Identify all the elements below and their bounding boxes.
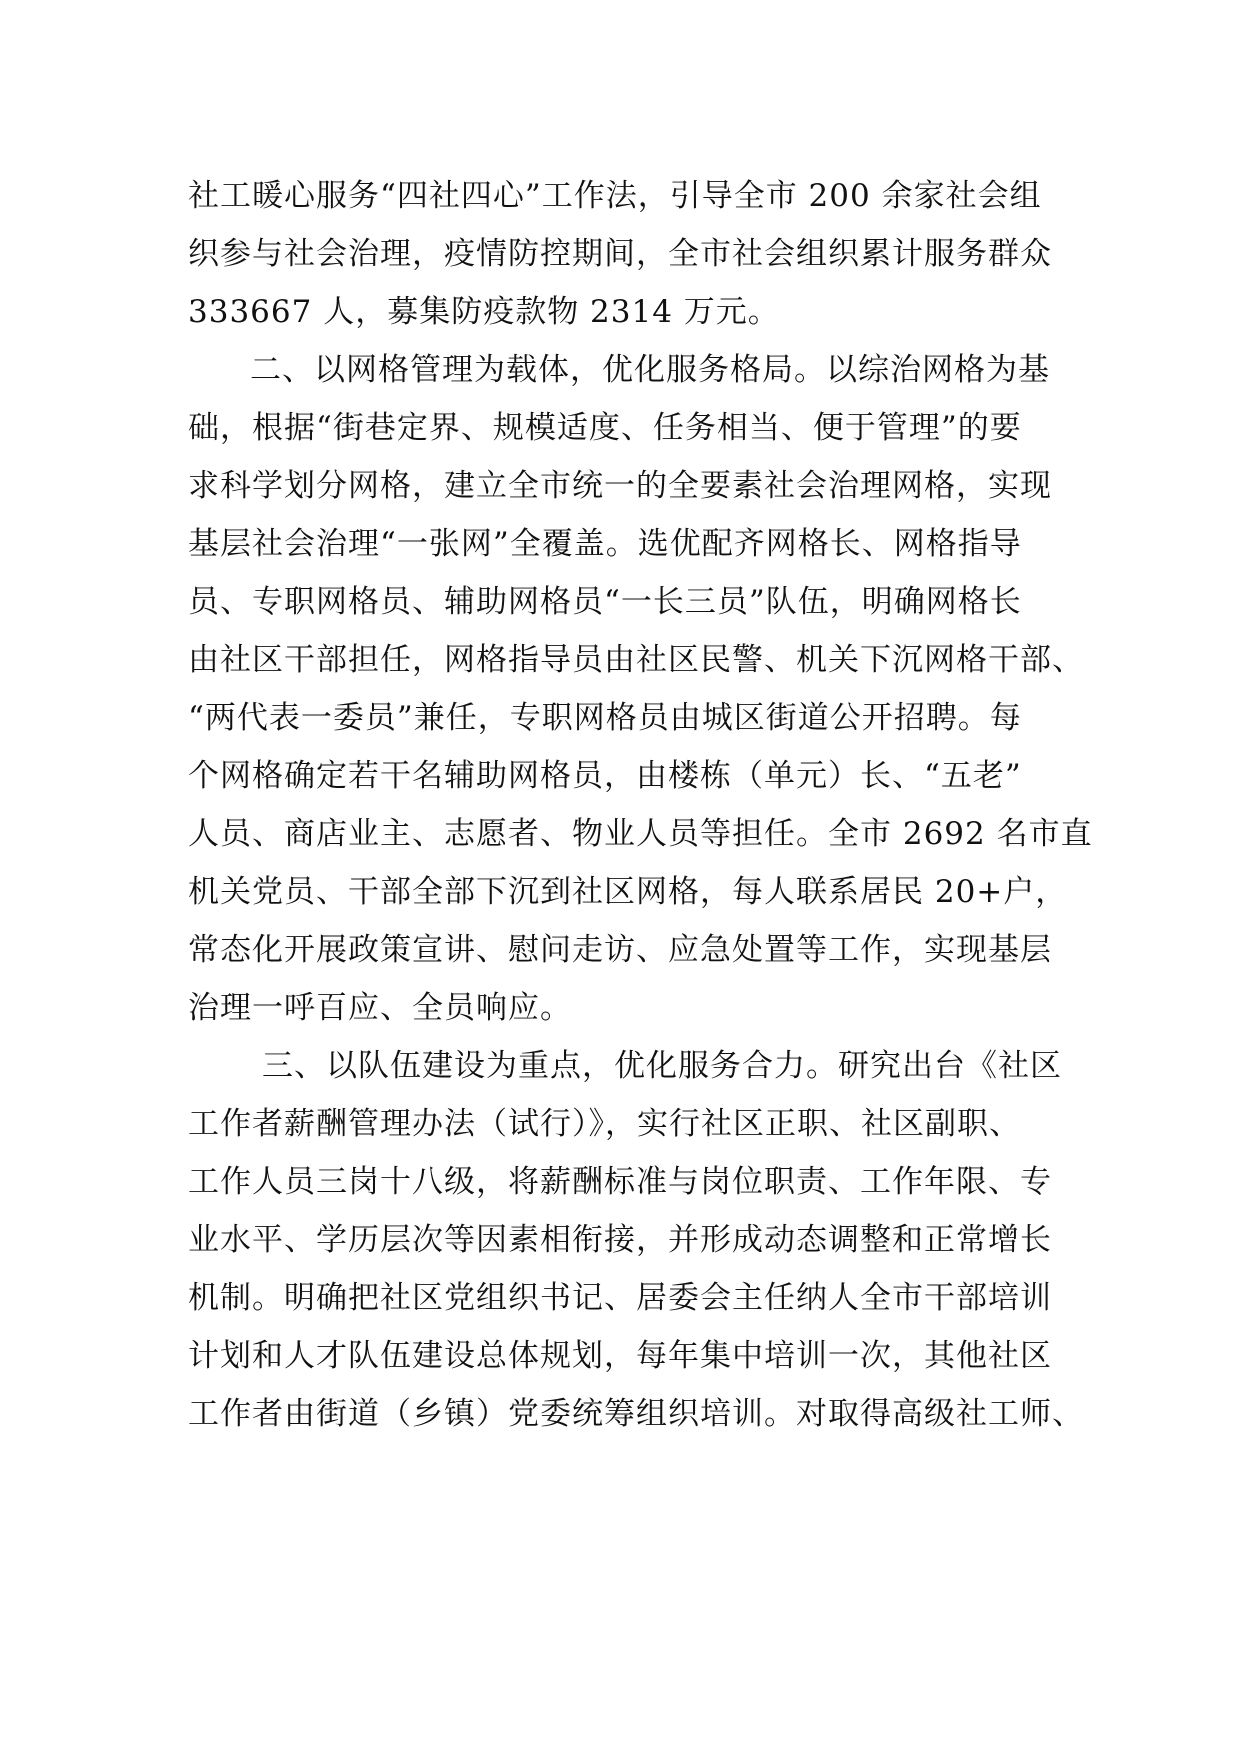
section-three-first-line: 三、以队伍建设为重点，优化服务合力。研究出台《社区: [262, 1048, 1062, 1084]
body-text-line: 员、专职网格员、辅助网格员“一长三员”队伍，明确网格长: [188, 584, 1022, 620]
body-text-line: 求科学划分网格，建立全市统一的全要素社会治理网格，实现: [188, 468, 1052, 504]
body-text-line: 人员、商店业主、志愿者、物业人员等担任。全市 2692 名市直: [188, 816, 1093, 852]
body-text-line: 机关党员、干部全部下沉到社区网格，每人联系居民 20+户，: [188, 874, 1068, 910]
section-two-first-line: 二、以网格管理为载体，优化服务格局。以综治网格为基: [250, 352, 1050, 388]
body-text-line: “两代表一委员”兼任，专职网格员由城区街道公开招聘。每: [188, 700, 1022, 736]
body-text-line: 个网格确定若干名辅助网格员，由楼栋（单元）长、“五老”: [188, 758, 1022, 794]
body-text-line: 工作人员三岗十八级，将薪酬标准与岗位职责、工作年限、专: [188, 1164, 1052, 1200]
body-text-line: 社工暖心服务“四社四心”工作法，引导全市 200 余家社会组: [188, 178, 1042, 214]
body-text-line: 治理一呼百应、全员响应。: [188, 990, 572, 1026]
body-text-line: 基层社会治理“一张网”全覆盖。选优配齐网格长、网格指导: [188, 526, 1022, 562]
body-text-line: 工作者薪酬管理办法（试行）》，实行社区正职、社区副职、: [188, 1106, 1021, 1142]
body-text-line: 333667 人，募集防疫款物 2314 万元。: [188, 294, 780, 330]
body-text-line: 由社区干部担任，网格指导员由社区民警、机关下沉网格干部、: [188, 642, 1084, 678]
body-text-line: 计划和人才队伍建设总体规划，每年集中培训一次，其他社区: [188, 1338, 1052, 1374]
body-text-line: 础，根据“街巷定界、规模适度、任务相当、便于管理”的要: [188, 410, 1022, 446]
body-text-line: 业水平、学历层次等因素相衔接，并形成动态调整和正常增长: [188, 1222, 1052, 1258]
body-text-line: 织参与社会治理，疫情防控期间，全市社会组织累计服务群众: [188, 236, 1052, 272]
body-text-line: 常态化开展政策宣讲、慰问走访、应急处置等工作，实现基层: [188, 932, 1052, 968]
body-text-line: 机制。明确把社区党组织书记、居委会主任纳人全市干部培训: [188, 1280, 1052, 1316]
body-text-line: 工作者由街道（乡镇）党委统筹组织培训。对取得高级社工师、: [188, 1396, 1084, 1432]
